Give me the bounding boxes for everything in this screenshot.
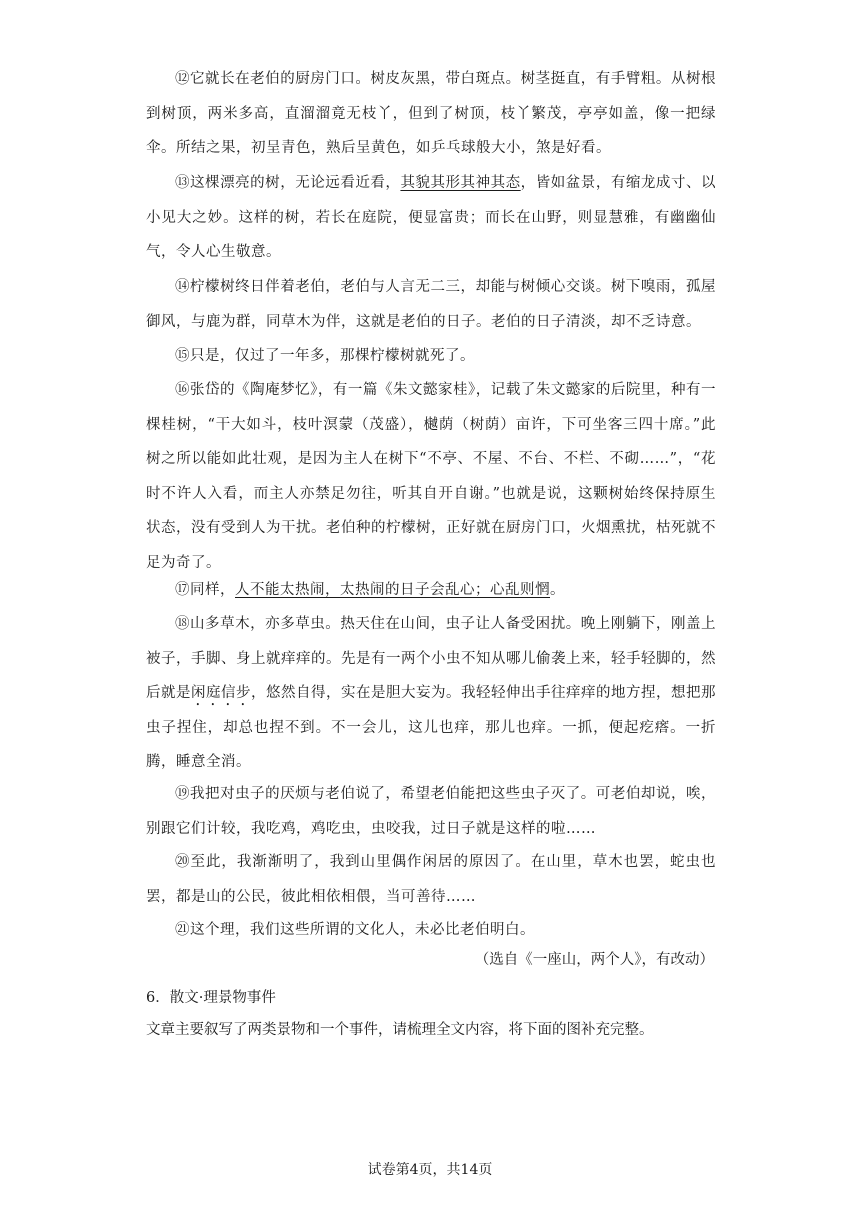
paragraph-15: [146, 339, 716, 374]
paragraph-20: [146, 845, 716, 914]
paragraph-13-text-a: ⑬这棵漂亮的树，无论远看近看，: [175, 175, 401, 191]
paragraph-17-underlined-sentence: 人不能太热闹，太热闹的日子会乱心；心乱则惘: [235, 582, 550, 598]
paragraph-19-text: ⑲我把对虫子的厌烦与老伯说了，希望老伯能把这些虫子灭了。可老伯却说，唉，别跟它们计较，我吃鸡，鸡吃虫，虫咬我，过日子就是这样的啦……: [146, 786, 716, 837]
paragraph-20-text: ⑳至此，我渐渐明了，我到山里偶作闲居的原因了。在山里，草木也罢，蛇虫也罢，都是山的公民，彼此相依相偎，当可善待……: [146, 854, 716, 905]
paragraph-16-text: ⑯张岱的《陶庵梦忆》，有一篇《朱文懿家桂》，记载了朱文懿家的后院里，种有一棵桂树，“干大如斗，枝叶溟蒙（茂盛），樾荫（树荫）亩许，下可坐客三四十席。”此树之所以能如此壮观，是因为主人在树下“不亭、不屋、不台、不栏、不砌……”，“花时不许人入看，而主人亦禁足勿往，听其自开自谢。”也就是说，这颗树始终保持原生状态，没有受到人为干扰。老伯种的柠檬树，正好就在厨房门口，火烟熏扰，枯死就不足为奇了。: [146, 382, 716, 571]
paragraph-17-text-b: 。: [550, 582, 565, 598]
paragraph-17: [146, 573, 716, 608]
question-6-title: 6．散文·理景物事件: [146, 990, 276, 1006]
paragraph-12: [146, 62, 716, 166]
source-citation: （选自《一座山，两个人》，有改动）: [474, 952, 714, 968]
paragraph-14: [146, 270, 716, 339]
paragraph-12-text: ⑫它就长在老伯的厨房门口。树皮灰黑，带白斑点。树茎挺直，有手臂粗。从树根到树顶，两米多高，直溜溜竟无枝丫，但到了树顶，枝丫繁茂，亭亭如盖，像一把绿伞。所结之果，初呈青色，熟后呈黄色，如乒乓球般大小，煞是好看。: [146, 71, 716, 156]
question-6-description: 文章主要叙写了两类景物和一个事件，请梳理全文内容，将下面的图补充完整。: [146, 1022, 654, 1038]
paragraph-17-text-a: ⑰同样，: [175, 582, 235, 598]
paragraph-14-text: ⑭柠檬树终日伴着老伯，老伯与人言无二三，却能与树倾心交谈。树下嗅雨，孤屋御风，与鹿为群，同草木为伴，这就是老伯的日子。老伯的日子清淡，却不乏诗意。: [146, 279, 716, 330]
page-footer: 试卷第4页，共14页: [367, 1162, 493, 1178]
paragraph-21: [146, 913, 716, 948]
paragraph-13: [146, 166, 716, 270]
paragraph-13-text-b: ，皆如盆景，有缩龙成寸、以小见大之妙。这样的树，若长在庭院，便显富贵；而长在山野，则显慧雅，有幽幽仙气，令人心生敬意。: [146, 175, 717, 260]
paragraph-19: [146, 777, 716, 846]
paragraph-15-text: ⑮只是，仅过了一年多，那棵柠檬树就死了。: [175, 348, 475, 364]
paragraph-16: [146, 373, 716, 580]
paragraph-18-dotted-phrase: 闲庭信步: [191, 685, 251, 701]
paragraph-21-text: ㉑这个理，我们这些所谓的文化人，未必比老伯明白。: [175, 922, 535, 938]
paragraph-18-text-b: ，悠然自得，实在是胆大妄为。我轻轻伸出手往痒痒的地方捏，想把那虫子捏住，却总也捏不到。不一会儿，这儿也痒，那儿也痒。一抓，便起疙瘩。一折腾，睡意全消。: [146, 685, 716, 770]
paragraph-18: [146, 607, 716, 780]
paragraph-18-text-a: ⑱山多草木，亦多草虫。热天住在山间，虫子让人备受困扰。晚上刚躺下，刚盖上被子，手脚、身上就痒痒的。先是有一两个小虫不知从哪儿偷袭上来，轻手轻脚的，然后就是: [146, 616, 716, 701]
paragraph-13-underlined-phrase: 其貌其形其神其态: [400, 175, 521, 191]
